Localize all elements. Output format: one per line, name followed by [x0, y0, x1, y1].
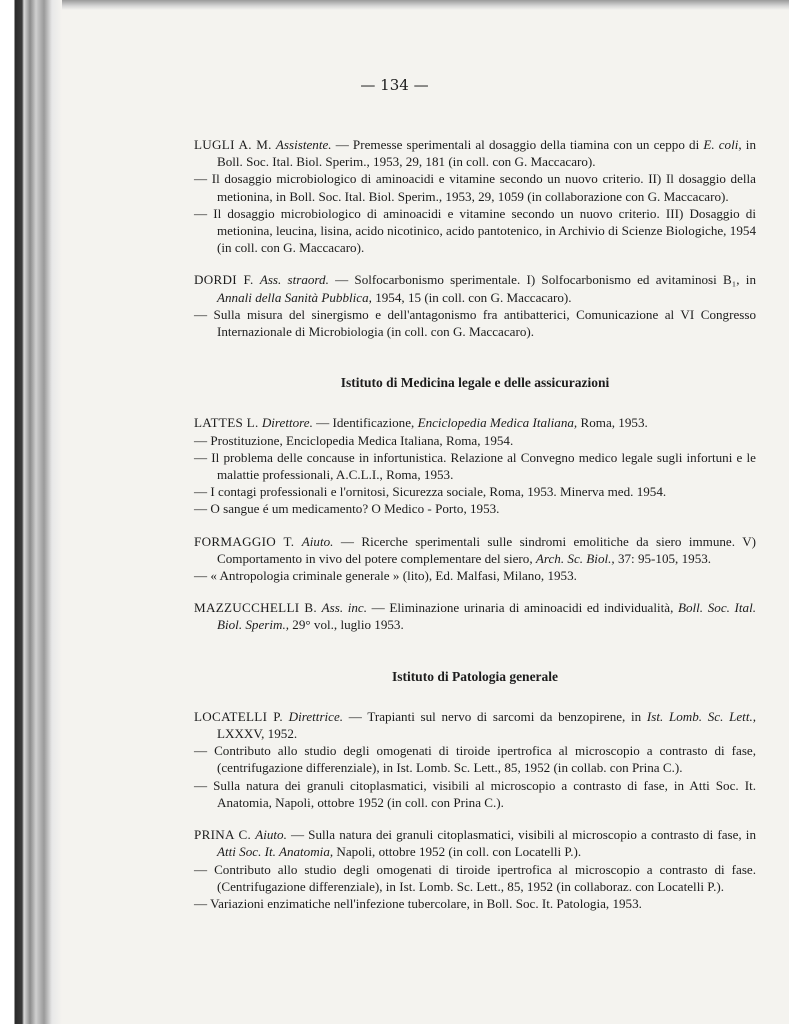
entry-text: — Trapianti sul nervo di sarcomi da benzopirene, in	[343, 708, 647, 724]
author-name: LOCATELLI P.	[194, 708, 283, 724]
author-name: LUGLI A. M.	[194, 137, 272, 152]
author-role: Ass. inc.	[321, 600, 368, 616]
entry-dordi	[194, 271, 756, 305]
entry-italic: E. coli,	[703, 137, 742, 152]
entry-italic: Ist. Lomb. Sc. Lett.,	[646, 708, 757, 724]
entry-rest: 1954, 15 (in coll. con G. Maccacaro).	[371, 289, 572, 305]
entry-italic: Arch. Sc. Biol.,	[535, 550, 615, 566]
entry-text: — Eliminazione urinaria di aminoacidi ed individualità,	[367, 600, 678, 616]
entry-italic: Boll. Soc. Ital. Biol. Sperim.,	[217, 600, 757, 633]
list-item: — I contagi professionali e l'ornitosi, Sicurezza sociale, Roma, 1953. Minerva med. 1954.	[194, 484, 667, 500]
entry-mazzucchelli	[194, 599, 756, 633]
entry-rest: Roma, 1953.	[577, 415, 648, 431]
author-role: Aiuto.	[255, 827, 287, 843]
author-name: LATTES L.	[194, 415, 259, 431]
entry-locatelli	[194, 708, 756, 742]
list-item: — Prostituzione, Enciclopedia Medica Italiana, Roma, 1954.	[194, 432, 514, 448]
entry-prina	[194, 826, 756, 860]
author-name: MAZZUCCHELLI B.	[194, 600, 317, 616]
list-item: — Il dosaggio microbiologico di aminoacidi e vitamine secondo un nuovo criterio. II) Il dosaggio della metionina, in Boll. Soc. Ital. Biol. Sperim., 1953, 29, 1059 (in collaborazione con G. Maccacaro).	[194, 171, 756, 204]
page-top-shadow	[62, 0, 789, 10]
page-number: — 134 —	[360, 76, 429, 94]
author-role: Assistente.	[275, 137, 332, 152]
entry-italic: Enciclopedia Medica Italiana,	[417, 415, 578, 431]
section-heading-medicina-legale: Istituto di Medicina legale e delle assicurazioni	[340, 375, 610, 391]
entry-text: — Premesse sperimentali al dosaggio della tiamina con un ceppo di	[331, 137, 704, 152]
entry-rest: 37: 95-105, 1953.	[614, 550, 712, 566]
entry-rest: in Boll. Soc. Ital. Biol. Sperim., 1953, 29, 181 (in coll. con G. Maccacaro).	[217, 137, 756, 170]
author-role: Ass. straord.	[259, 272, 329, 288]
list-item: — Il problema delle concause in infortunistica. Relazione al Convegno medico legale sugli infortuni e le malattie professionali, A.C.L.I., Roma, 1953.	[194, 449, 756, 483]
entry-rest: 29° vol., luglio 1953.	[289, 617, 404, 633]
entry-rest: Napoli, ottobre 1952 (in coll. con Locatelli P.).	[333, 844, 582, 860]
author-name: FORMAGGIO T.	[194, 533, 295, 549]
list-item: — O sangue é um medicamento? O Medico - Porto, 1953.	[194, 501, 500, 517]
entry-formaggio	[194, 533, 756, 567]
entry-lugli	[194, 136, 756, 170]
list-item: — « Antropologia criminale generale » (lito), Ed. Malfasi, Milano, 1953.	[194, 568, 577, 584]
section-heading-patologia-generale: Istituto di Patologia generale	[391, 668, 559, 684]
entry-italic: Atti Soc. It. Anatomia,	[217, 844, 334, 860]
author-role: Direttrice.	[288, 708, 344, 724]
entry-text: — Identificazione,	[312, 415, 418, 431]
entry-italic: Annali della Sanità Pubblica,	[217, 289, 372, 305]
list-item: — Variazioni enzimatiche nell'infezione tubercolare, in Boll. Soc. It. Patologia, 1953.	[194, 895, 642, 911]
author-role: Direttore.	[261, 415, 313, 431]
list-item: — Il dosaggio microbiologico di aminoacidi e vitamine secondo un nuovo criterio. III) Dosaggio di metionina, leucina, lisina, acido nicotinico, acido pantotenico, in Archivio di Scienze Biologiche, 1954 (in coll. con G. Maccacaro).	[194, 205, 756, 256]
entry-lattes	[194, 414, 756, 431]
list-item: — Contributo allo studio degli omogenati di tiroide ipertrofica al microscopio a contrasto di fase. (Centrifugazione differenziale), in Ist. Lomb. Sc. Lett., 85, 1952 (in collaboraz. con Locatelli P.).	[194, 861, 756, 894]
entry-rest: LXXXV, 1952.	[217, 726, 298, 742]
entry-text: — Solfocarbonismo sperimentale. I) Solfocarbonismo ed avitaminosi B₁, in	[328, 272, 756, 288]
author-role: Aiuto.	[301, 533, 334, 549]
list-item: — Sulla misura del sinergismo e dell'antagonismo fra antibatterici, Comunicazione al VI Congresso Internazionale di Microbiologia (in coll. con G. Maccacaro).	[194, 306, 756, 340]
author-name: DORDI F.	[194, 272, 254, 288]
book-binding-edge	[0, 0, 62, 1024]
bibliography-content	[194, 136, 756, 912]
list-item: — Sulla natura dei granuli citoplasmatici, visibili al microscopio a contrasto di fase, in Atti Soc. It. Anatomia, Napoli, ottobre 1952 (in coll. con Prina C.).	[194, 777, 756, 810]
author-name: PRINA C.	[194, 827, 252, 843]
list-item: — Contributo allo studio degli omogenati di tiroide ipertrofica al microscopio a contrasto di fase, (centrifugazione differenziale), in Ist. Lomb. Sc. Lett., 85, 1952 (in collab. con Prina C.).	[194, 743, 756, 776]
entry-text: — Ricerche sperimentali sulle sindromi emolitiche da siero immune. V) Comportamento in vivo del potere complementare del siero,	[217, 533, 757, 566]
entry-text: — Sulla natura dei granuli citoplasmatici, visibili al microscopio a contrasto di fase, in	[286, 827, 756, 843]
